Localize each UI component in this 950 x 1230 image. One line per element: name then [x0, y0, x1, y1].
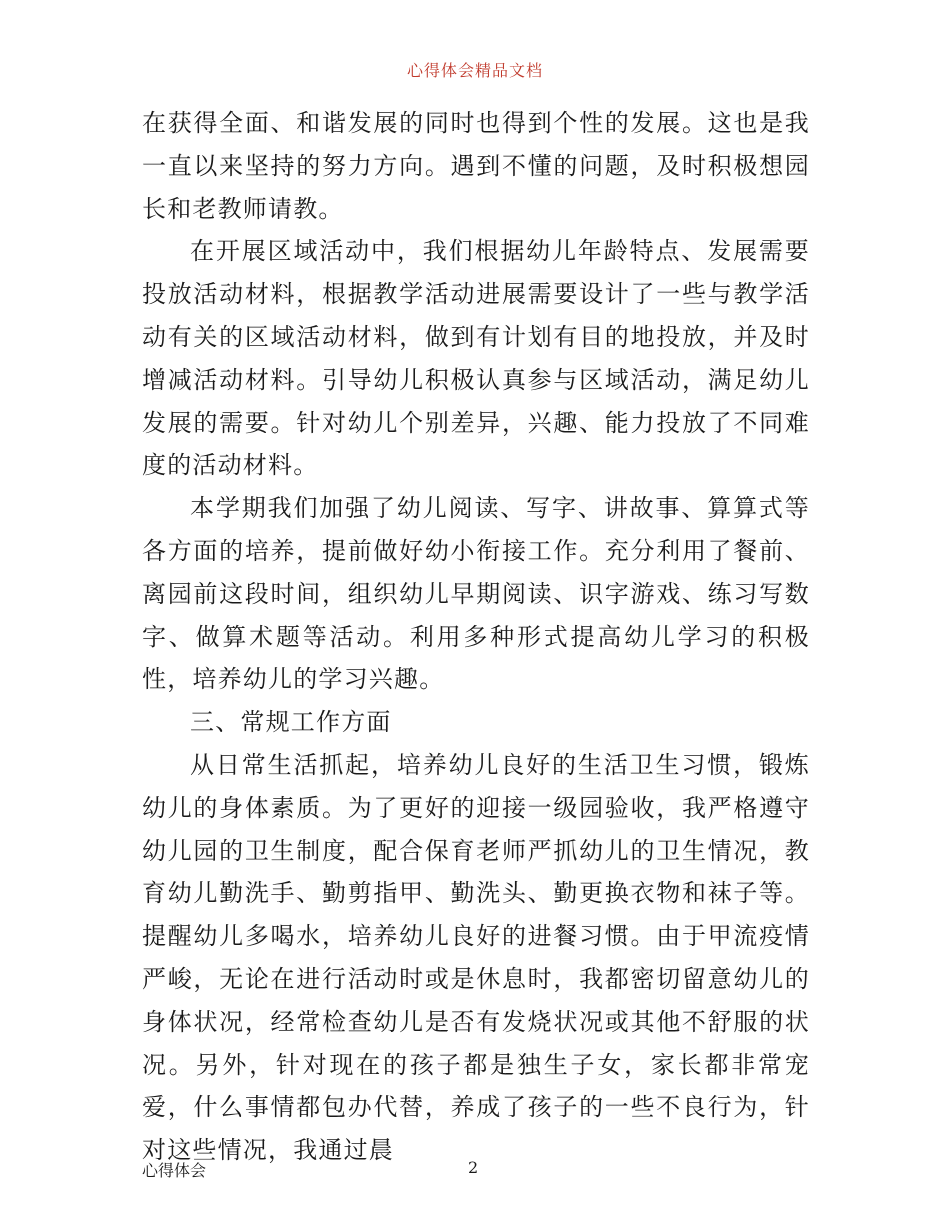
- footer-label: 心得体会: [142, 1161, 207, 1180]
- paragraph-3: 本学期我们加强了幼儿阅读、写字、讲故事、算算式等各方面的培养，提前做好幼小衔接工作。充分利用了餐前、离园前这段时间，组织幼儿早期阅读、识字游戏、练习写数字、做算术题等活动。利用多种形式提高幼儿学习的积极性，培养幼儿的学习兴趣。: [142, 494, 810, 694]
- paragraph-2: 在开展区域活动中，我们根据幼儿年龄特点、发展需要投放活动材料，根据教学活动进展需要设计了一些与教学活动有关的区域活动材料，做到有计划有目的地投放，并及时增减活动材料。引导幼儿积极认真参与区域活动，满足幼儿发展的需要。针对幼儿个别差异，兴趣、能力投放了不同难度的活动材料。: [142, 237, 810, 480]
- page-header: 心得体会精品文档: [406, 61, 543, 80]
- paragraph-4: 从日常生活抓起，培养幼儿良好的生活卫生习惯，锻炼幼儿的身体素质。为了更好的迎接一级园验收，我严格遵守幼儿园的卫生制度，配合保育老师严抓幼儿的卫生情况，教育幼儿勤洗手、勤剪指甲、勤洗头、勤更换衣物和袜子等。提醒幼儿多喝水，培养幼儿良好的进餐习惯。由于甲流疫情严峻，无论在进行活动时或是休息时，我都密切留意幼儿的身体状况，经常检查幼儿是否有发烧状况或其他不舒服的状况。另外，针对现在的孩子都是独生子女，家长都非常宠爱，什么事情都包办代替，养成了孩子的一些不良行为，针对这些情况，我通过晨: [142, 750, 810, 1165]
- paragraph-1: 在获得全面、和谐发展的同时也得到个性的发展。这也是我一直以来坚持的努力方向。遇到不懂的问题，及时积极想园长和老教师请教。: [142, 109, 810, 223]
- page-number: 2: [468, 1158, 479, 1177]
- section-heading: 三、常规工作方面: [190, 708, 392, 737]
- document-body: [142, 102, 810, 1172]
